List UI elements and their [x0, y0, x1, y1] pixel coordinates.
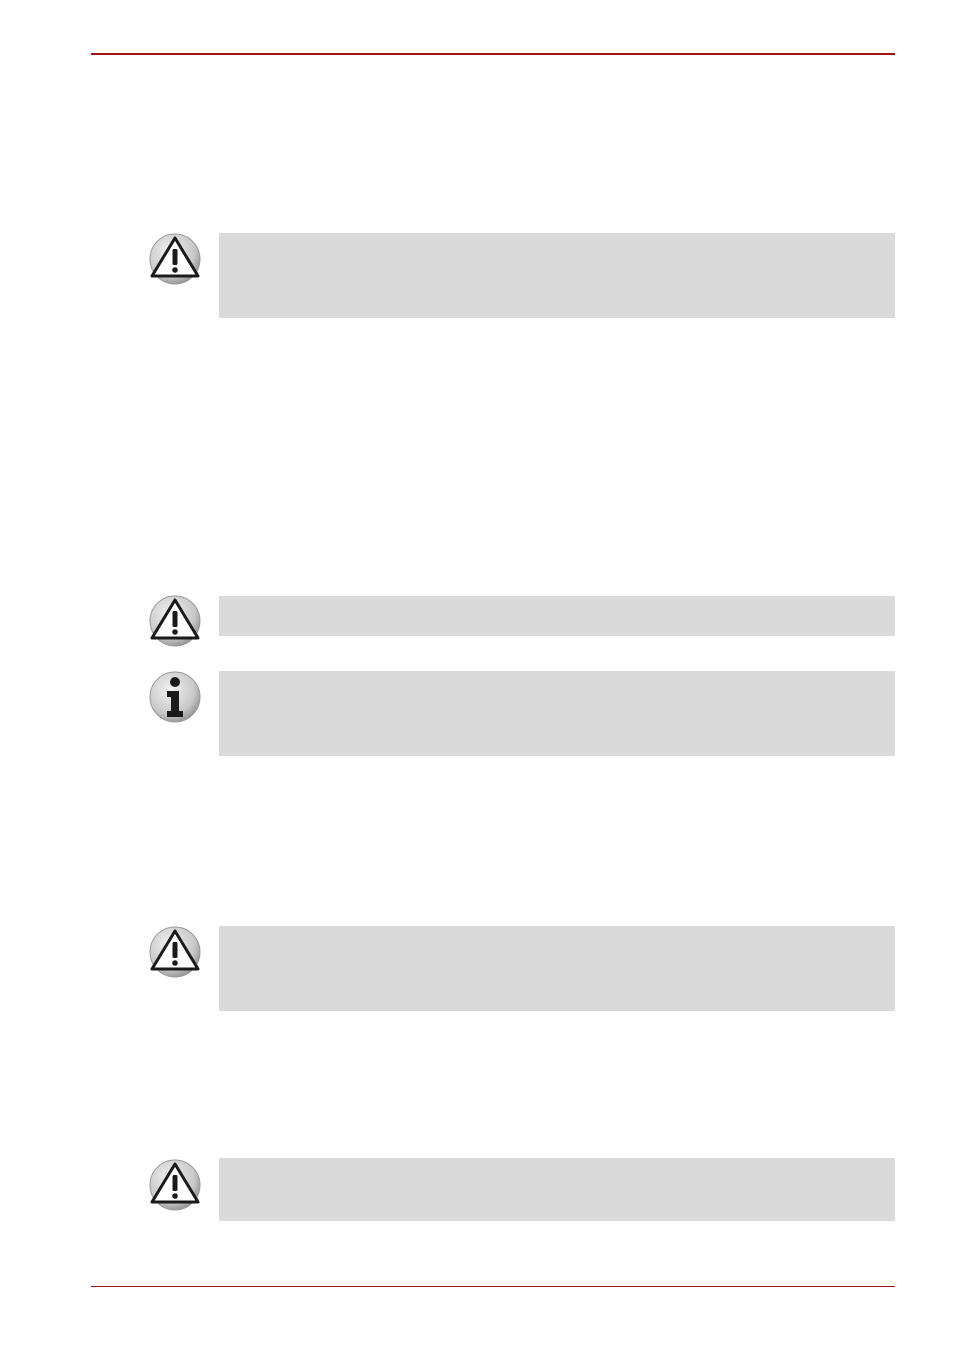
header-rule: [91, 53, 895, 55]
caution-icon: [148, 925, 202, 979]
info-note-box: [219, 671, 895, 756]
caution-note-box: [219, 926, 895, 1011]
caution-icon: [148, 594, 202, 648]
info-icon: [148, 670, 202, 724]
caution-icon: [148, 1158, 202, 1212]
caution-icon: [148, 232, 202, 286]
footer-rule: [91, 1286, 895, 1287]
caution-note-box: [219, 233, 895, 318]
caution-note-box: [219, 1158, 895, 1221]
caution-note-box: [219, 596, 895, 636]
